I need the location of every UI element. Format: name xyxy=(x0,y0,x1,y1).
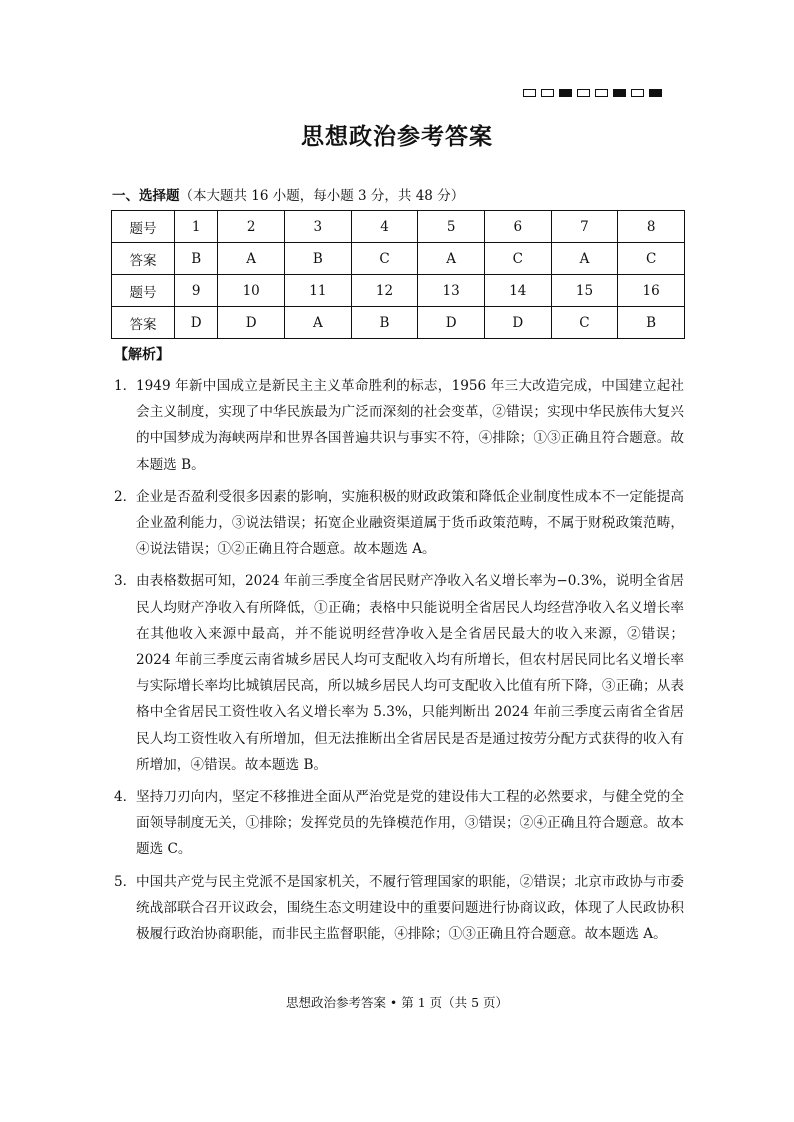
item-number: 1． xyxy=(114,378,137,394)
table-cell: 8 xyxy=(618,211,685,243)
header-mark xyxy=(541,89,554,97)
table-row xyxy=(112,243,685,275)
table-cell: D xyxy=(218,307,285,339)
section-label: 一、选择题 xyxy=(112,188,180,204)
table-row xyxy=(112,307,685,339)
table-cell: C xyxy=(351,243,418,275)
item-number: 5． xyxy=(114,873,137,890)
table-cell: 4 xyxy=(351,211,418,243)
table-cell: A xyxy=(418,243,485,275)
section-heading xyxy=(112,184,464,204)
row-header: 答案 xyxy=(112,243,175,275)
table-cell: A xyxy=(285,307,352,339)
table-cell: 7 xyxy=(551,211,618,243)
header-mark xyxy=(631,89,644,97)
header-mark xyxy=(577,89,590,97)
header-mark xyxy=(613,89,626,97)
analysis-list xyxy=(114,373,684,953)
item-text: 由表格数据可知，2024 年前三季度全省居民财产净收入名义增长率为−0.3%，说明全省居民人均财产净收入有所降低，①正确；表格中只能说明全省居民人均经营净收入名义增长率在其他收入来源中最高，并不能说明经营净收入是全省居民最大的收入来源，②错误；2024 年前三季度云南省城乡居民人均可支配收入均有所增长，但农村居民同比名义增长率与实际增长率均比城镇居民高，所以城乡居民人均可支配收入比值有所下降，③正确；从表格中全省居民工资性收入名义增长率为 5.3%，只能判断出 2024 年前三季度云南省全省居民人均工资性收入有所增加，但无法推断出全省居民是否是通过按劳分配方式获得的收入有所增加，④错误。故本题选 B。 xyxy=(136,573,684,773)
row-header: 答案 xyxy=(112,307,175,339)
table-cell: B xyxy=(618,307,685,339)
item-number: 4． xyxy=(114,789,137,806)
table-cell: 16 xyxy=(618,275,685,307)
analysis-heading: 【解析】 xyxy=(114,347,170,363)
analysis-item xyxy=(114,484,684,563)
table-cell: 3 xyxy=(285,211,352,243)
table-cell: A xyxy=(551,243,618,275)
table-cell: 10 xyxy=(218,275,285,307)
header-mark xyxy=(523,89,536,97)
item-text: 1949 年新中国成立是新民主主义革命胜利的标志，1956 年三大改造完成，中国建立起社会主义制度，实现了中华民族最为广泛而深刻的社会变革，②错误；实现中华民族伟大复兴的中国梦成为海峡两岸和世界各国普遍共识与事实不符，④排除；①③正确且符合题意。故本题选 B。 xyxy=(136,378,684,473)
table-cell: 13 xyxy=(418,275,485,307)
header-mark xyxy=(559,89,572,97)
table-cell: D xyxy=(175,307,218,339)
table-cell: 5 xyxy=(418,211,485,243)
table-row xyxy=(112,211,685,243)
item-text: 中国共产党与民主党派不是国家机关，不履行管理国家的职能，②错误；北京市政协与市委统战部联合召开议政会，围绕生态文明建设中的重要问题进行协商议政，体现了人民政协积极履行政治协商职能，而非民主监督职能，④排除；①③正确且符合题意。故本题选 A。 xyxy=(136,873,684,943)
section-note: （本大题共 16 小题，每小题 3 分，共 48 分） xyxy=(179,188,465,204)
item-text: 企业是否盈利受很多因素的影响，实施积极的财政政策和降低企业制度性成本不一定能提高企业盈利能力，③说法错误；拓宽企业融资渠道属于货币政策范畴，不属于财税政策范畴，④说法错误；①②正确且符合题意。故本题选 A。 xyxy=(136,488,684,558)
page-title: 思想政治参考答案 xyxy=(301,123,493,150)
analysis-item xyxy=(114,869,684,948)
header-marks xyxy=(523,89,662,97)
header-mark xyxy=(649,89,662,97)
item-number: 3． xyxy=(114,573,137,590)
table-cell: 15 xyxy=(551,275,618,307)
table-cell: A xyxy=(218,243,285,275)
table-cell: B xyxy=(175,243,218,275)
table-cell: 2 xyxy=(218,211,285,243)
table-cell: B xyxy=(285,243,352,275)
table-cell: C xyxy=(551,307,618,339)
table-cell: 14 xyxy=(484,275,551,307)
table-cell: 1 xyxy=(175,211,218,243)
table-row xyxy=(112,275,685,307)
table-cell: 11 xyxy=(285,275,352,307)
page-footer: 思想政治参考答案 • 第 1 页（共 5 页） xyxy=(285,995,509,1010)
header-mark xyxy=(595,89,608,97)
analysis-item xyxy=(114,784,684,863)
table-cell: B xyxy=(351,307,418,339)
analysis-item xyxy=(114,568,684,778)
table-cell: D xyxy=(418,307,485,339)
analysis-item xyxy=(114,373,684,478)
row-header: 题号 xyxy=(112,211,175,243)
row-header: 题号 xyxy=(112,275,175,307)
table-cell: 6 xyxy=(484,211,551,243)
table-cell: 12 xyxy=(351,275,418,307)
answer-table xyxy=(111,210,685,339)
item-number: 2． xyxy=(114,488,137,505)
table-cell: C xyxy=(484,243,551,275)
item-text: 坚持刀刃向内，坚定不移推进全面从严治党是党的建设伟大工程的必然要求，与健全党的全面领导制度无关，①排除；发挥党员的先锋模范作用，③错误；②④正确且符合题意。故本题选 C。 xyxy=(136,789,684,858)
table-cell: 9 xyxy=(175,275,218,307)
table-cell: C xyxy=(618,243,685,275)
table-cell: D xyxy=(484,307,551,339)
